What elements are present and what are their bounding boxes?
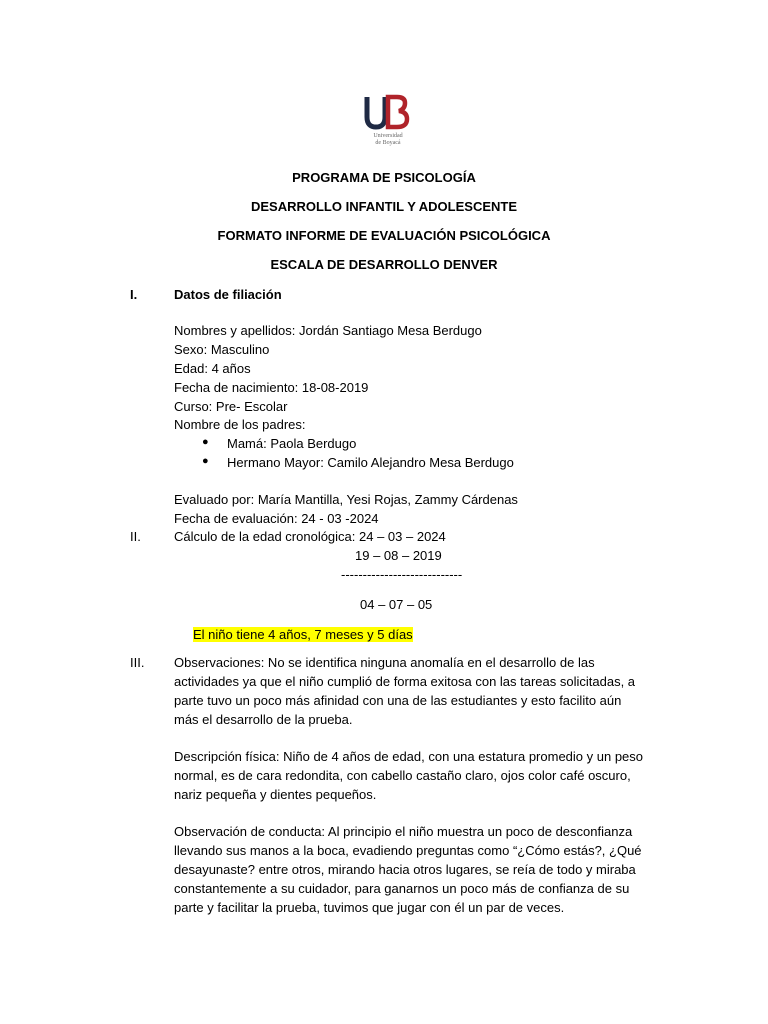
field-parents-label: Nombre de los padres:	[174, 417, 306, 432]
section2-numeral: II.	[130, 529, 141, 544]
header-format: FORMATO INFORME DE EVALUACIÓN PSICOLÓGICA	[217, 228, 551, 243]
behavior-observation-paragraph: Observación de conducta: Al principio el niño muestra un poco de desconfianza llevando sus manos a la boca, evadiendo preguntas como “¿Cómo estás?, ¿Qué desayunaste? entre otros, mirando hacia otros lugares, se reía de todo y miraba constantemente a su cuidador, para ganarnos un poco más de confianza de su parte y facilitar la prueba, tuvimos que jugar con él un par de veces.	[174, 824, 642, 915]
section3-numeral: III.	[130, 655, 145, 670]
field-birthdate: Fecha de nacimiento: 18-08-2019	[174, 380, 369, 395]
university-logo	[357, 93, 419, 155]
birth-date-line: 19 – 08 – 2019	[355, 548, 442, 563]
field-course: Curso: Pre- Escolar	[174, 399, 288, 414]
observations-paragraph: Observaciones: No se identifica ninguna anomalía en el desarrollo de las actividades ya que el niño cumplió de forma exitosa con las tareas solicitadas, a parte tuvo un poco más afinidad con una de las estudiantes y esto facilito aún más el desarrollo de la prueba.	[174, 655, 636, 727]
age-summary-highlight	[193, 627, 413, 643]
calc-divider: ----------------------------	[341, 567, 463, 582]
age-calc-line: Cálculo de la edad cronológica: 24 – 03 – 2024	[174, 529, 446, 544]
parent-item: Mamá: Paola Berdugo	[227, 436, 357, 451]
header-program: PROGRAMA DE PSICOLOGÍA	[292, 170, 476, 185]
bullet-icon: ●	[202, 436, 209, 448]
field-sex: Sexo: Masculino	[174, 342, 270, 357]
field-age: Edad: 4 años	[174, 361, 251, 376]
field-names: Nombres y apellidos: Jordán Santiago Mesa Berdugo	[174, 323, 482, 338]
section1-numeral: I.	[130, 287, 138, 302]
evaluation-date: Fecha de evaluación: 24 - 03 -2024	[174, 511, 379, 526]
evaluated-by: Evaluado por: María Mantilla, Yesi Rojas, Zammy Cárdenas	[174, 492, 518, 507]
highlighted-text: El niño tiene 4 años, 7 meses y 5 días	[193, 627, 413, 642]
physical-description-paragraph: Descripción física: Niño de 4 años de edad, con una estatura promedio y un peso normal, es de cara redondita, con cabello castaño claro, ojos color café oscuro, nariz pequeña y dientes pequeños.	[174, 749, 644, 802]
bullet-icon: ●	[202, 455, 209, 467]
header-scale: ESCALA DE DESARROLLO DENVER	[270, 257, 498, 272]
logo-line1: Universidad	[373, 133, 403, 139]
logo-line2: de Boyacá	[375, 140, 401, 146]
parent-item: Hermano Mayor: Camilo Alejandro Mesa Berdugo	[227, 455, 514, 470]
section1-title: Datos de filiación	[174, 287, 282, 302]
header-course: DESARROLLO INFANTIL Y ADOLESCENTE	[250, 199, 518, 214]
age-result-line: 04 – 07 – 05	[360, 597, 433, 612]
